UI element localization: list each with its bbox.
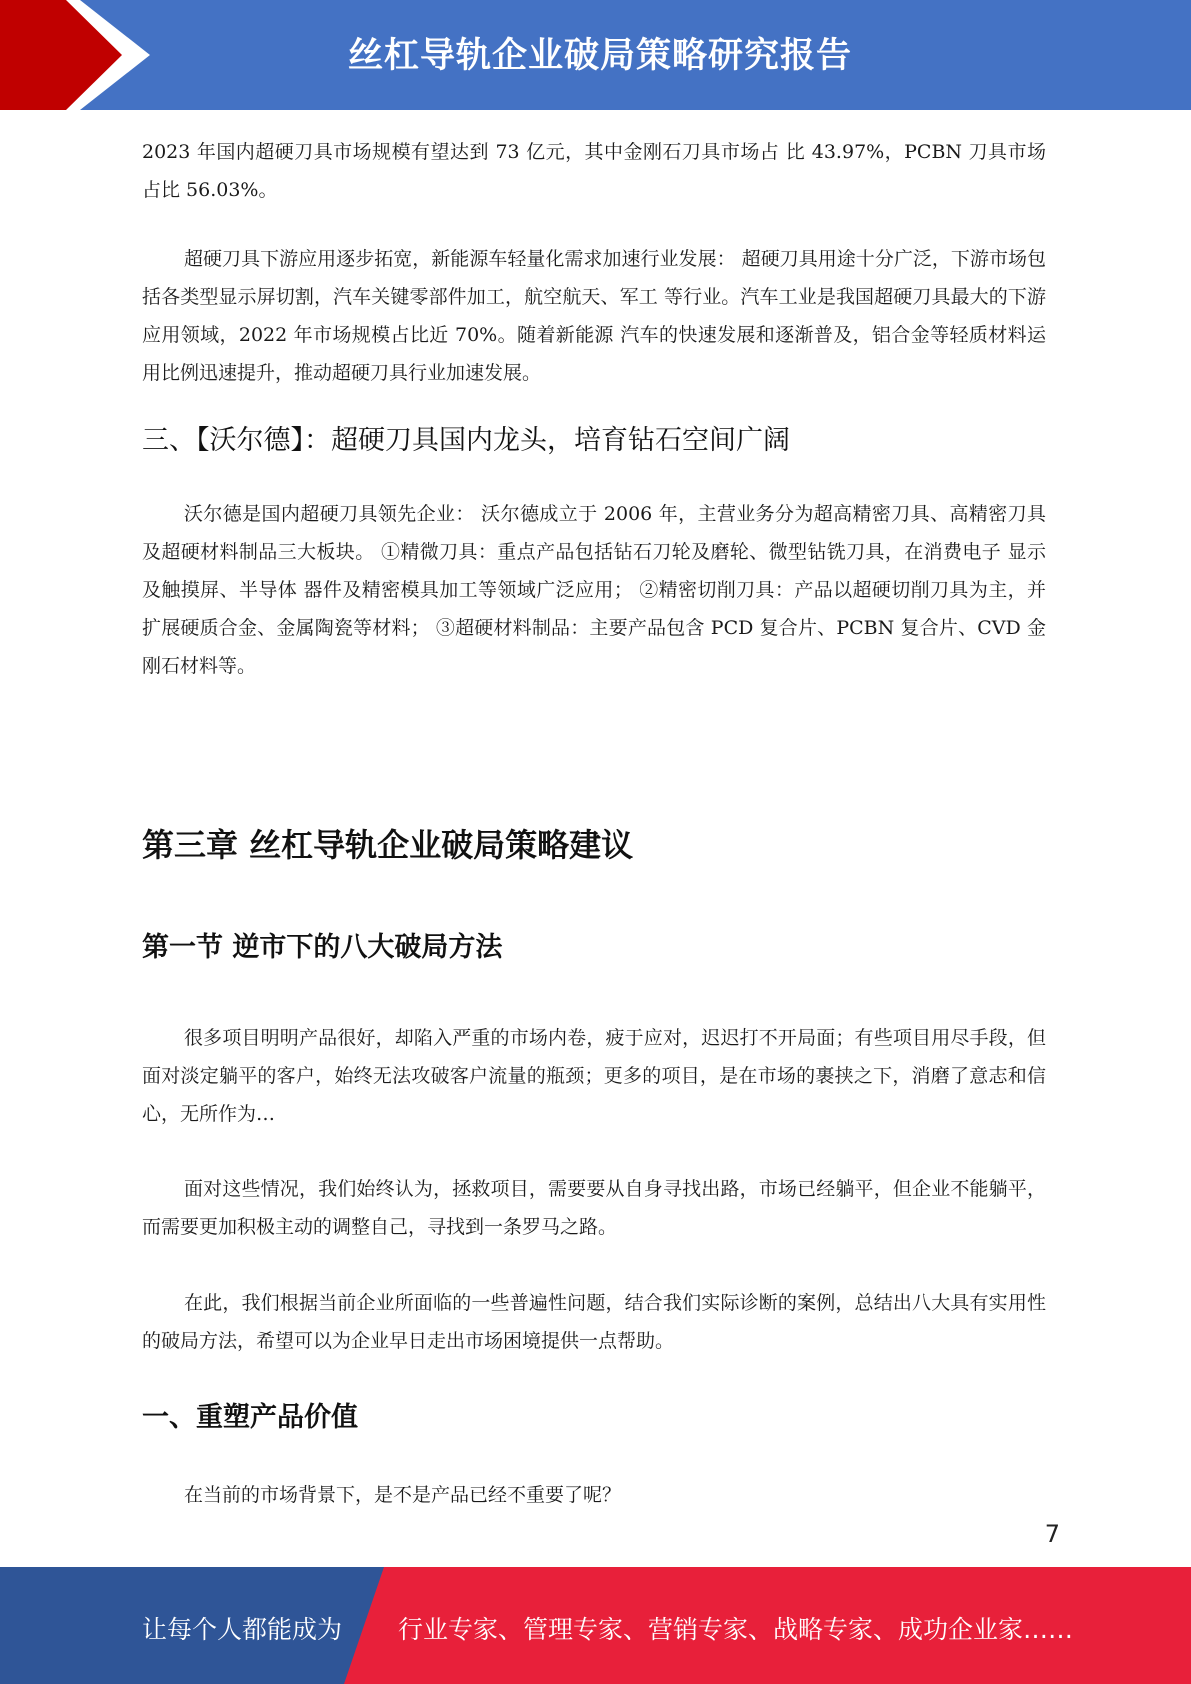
chapter-title: 第三章 丝杠导轨企业破局策略建议 xyxy=(142,826,634,864)
paragraph-self-adjustment: 面对这些情况，我们始终认为，拯救项目，需要要从自身寻找出路，市场已经躺平，但企业不能躺平，而需要更加积极主动的调整自己，寻找到一条罗马之路。 xyxy=(142,1178,1046,1238)
footer-slogan-right: 行业专家、管理专家、营销专家、战略专家、成功企业家…… xyxy=(398,1615,1074,1644)
page-number: 7 xyxy=(1044,1520,1060,1548)
paragraph-eight-methods: 在此，我们根据当前企业所面临的一些普遍性问题，结合我们实际诊断的案例，总结出八大具有实用性的破局方法，希望可以为企业早日走出市场困境提供一点帮助。 xyxy=(142,1292,1046,1352)
paragraph-market-size: 2023 年国内超硬刀具市场规模有望达到 73 亿元，其中金刚石刀具市场占 比 43.97%，PCBN 刀具市场占比 56.03%。 xyxy=(142,141,1046,201)
subheading-walde: 三、【沃尔德】：超硬刀具国内龙头，培育钻石空间广阔 xyxy=(142,425,790,456)
footer-slogan-left: 让每个人都能成为 xyxy=(142,1615,343,1644)
section-title: 第一节 逆市下的八大破局方法 xyxy=(142,932,503,963)
paragraph-project-challenges: 很多项目明明产品很好，却陷入严重的市场内卷，疲于应对，迟迟打不开局面；有些项目用尽手段，但面对淡定躺平的客户，始终无法攻破客户流量的瓶颈；更多的项目，是在市场的裹挟之下，消磨了意志和信心，无所作为… xyxy=(142,1027,1046,1125)
paragraph-downstream-applications: 超硬刀具下游应用逐步拓宽，新能源车轻量化需求加速行业发展： 超硬刀具用途十分广泛，下游市场包括各类型显示屏切割，汽车关键零部件加工，航空航天、军工 等行业。汽车工业是我国超硬刀具最大的下游应用领域，2022 年市场规模占比近 70%。随着新能源 汽车的快速发展和逐渐普及，铝合金等轻质材料运用比例迅速提升，推动超硬刀具行业加速发展。 xyxy=(142,248,1046,384)
paragraph-product-question: 在当前的市场背景下，是不是产品已经不重要了呢？ xyxy=(184,1484,622,1506)
report-title: 丝杠导轨企业破局策略研究报告 xyxy=(347,36,852,76)
item-heading-reshape-product-value: 一、重塑产品价值 xyxy=(142,1402,358,1433)
paragraph-walde-company: 沃尔德是国内超硬刀具领先企业： 沃尔德成立于 2006 年，主营业务分为超高精密刀具、高精密刀具及超硬材料制品三大板块。 ①精微刀具：重点产品包括钻石刀轮及磨轮、微型钻铣刀具，在消费电子 显示及触摸屏、半导体 器件及精密模具加工等领域广泛应用； ②精密切削刀具：产品以超硬切削刀具为主，并扩展硬质合金、金属陶瓷等材料； ③超硬材料制品：主要产品包含 PCD 复合片、PCBN 复合片、CVD 金刚石材料等。 xyxy=(142,503,1046,677)
header-chevron-decoration xyxy=(0,0,160,110)
